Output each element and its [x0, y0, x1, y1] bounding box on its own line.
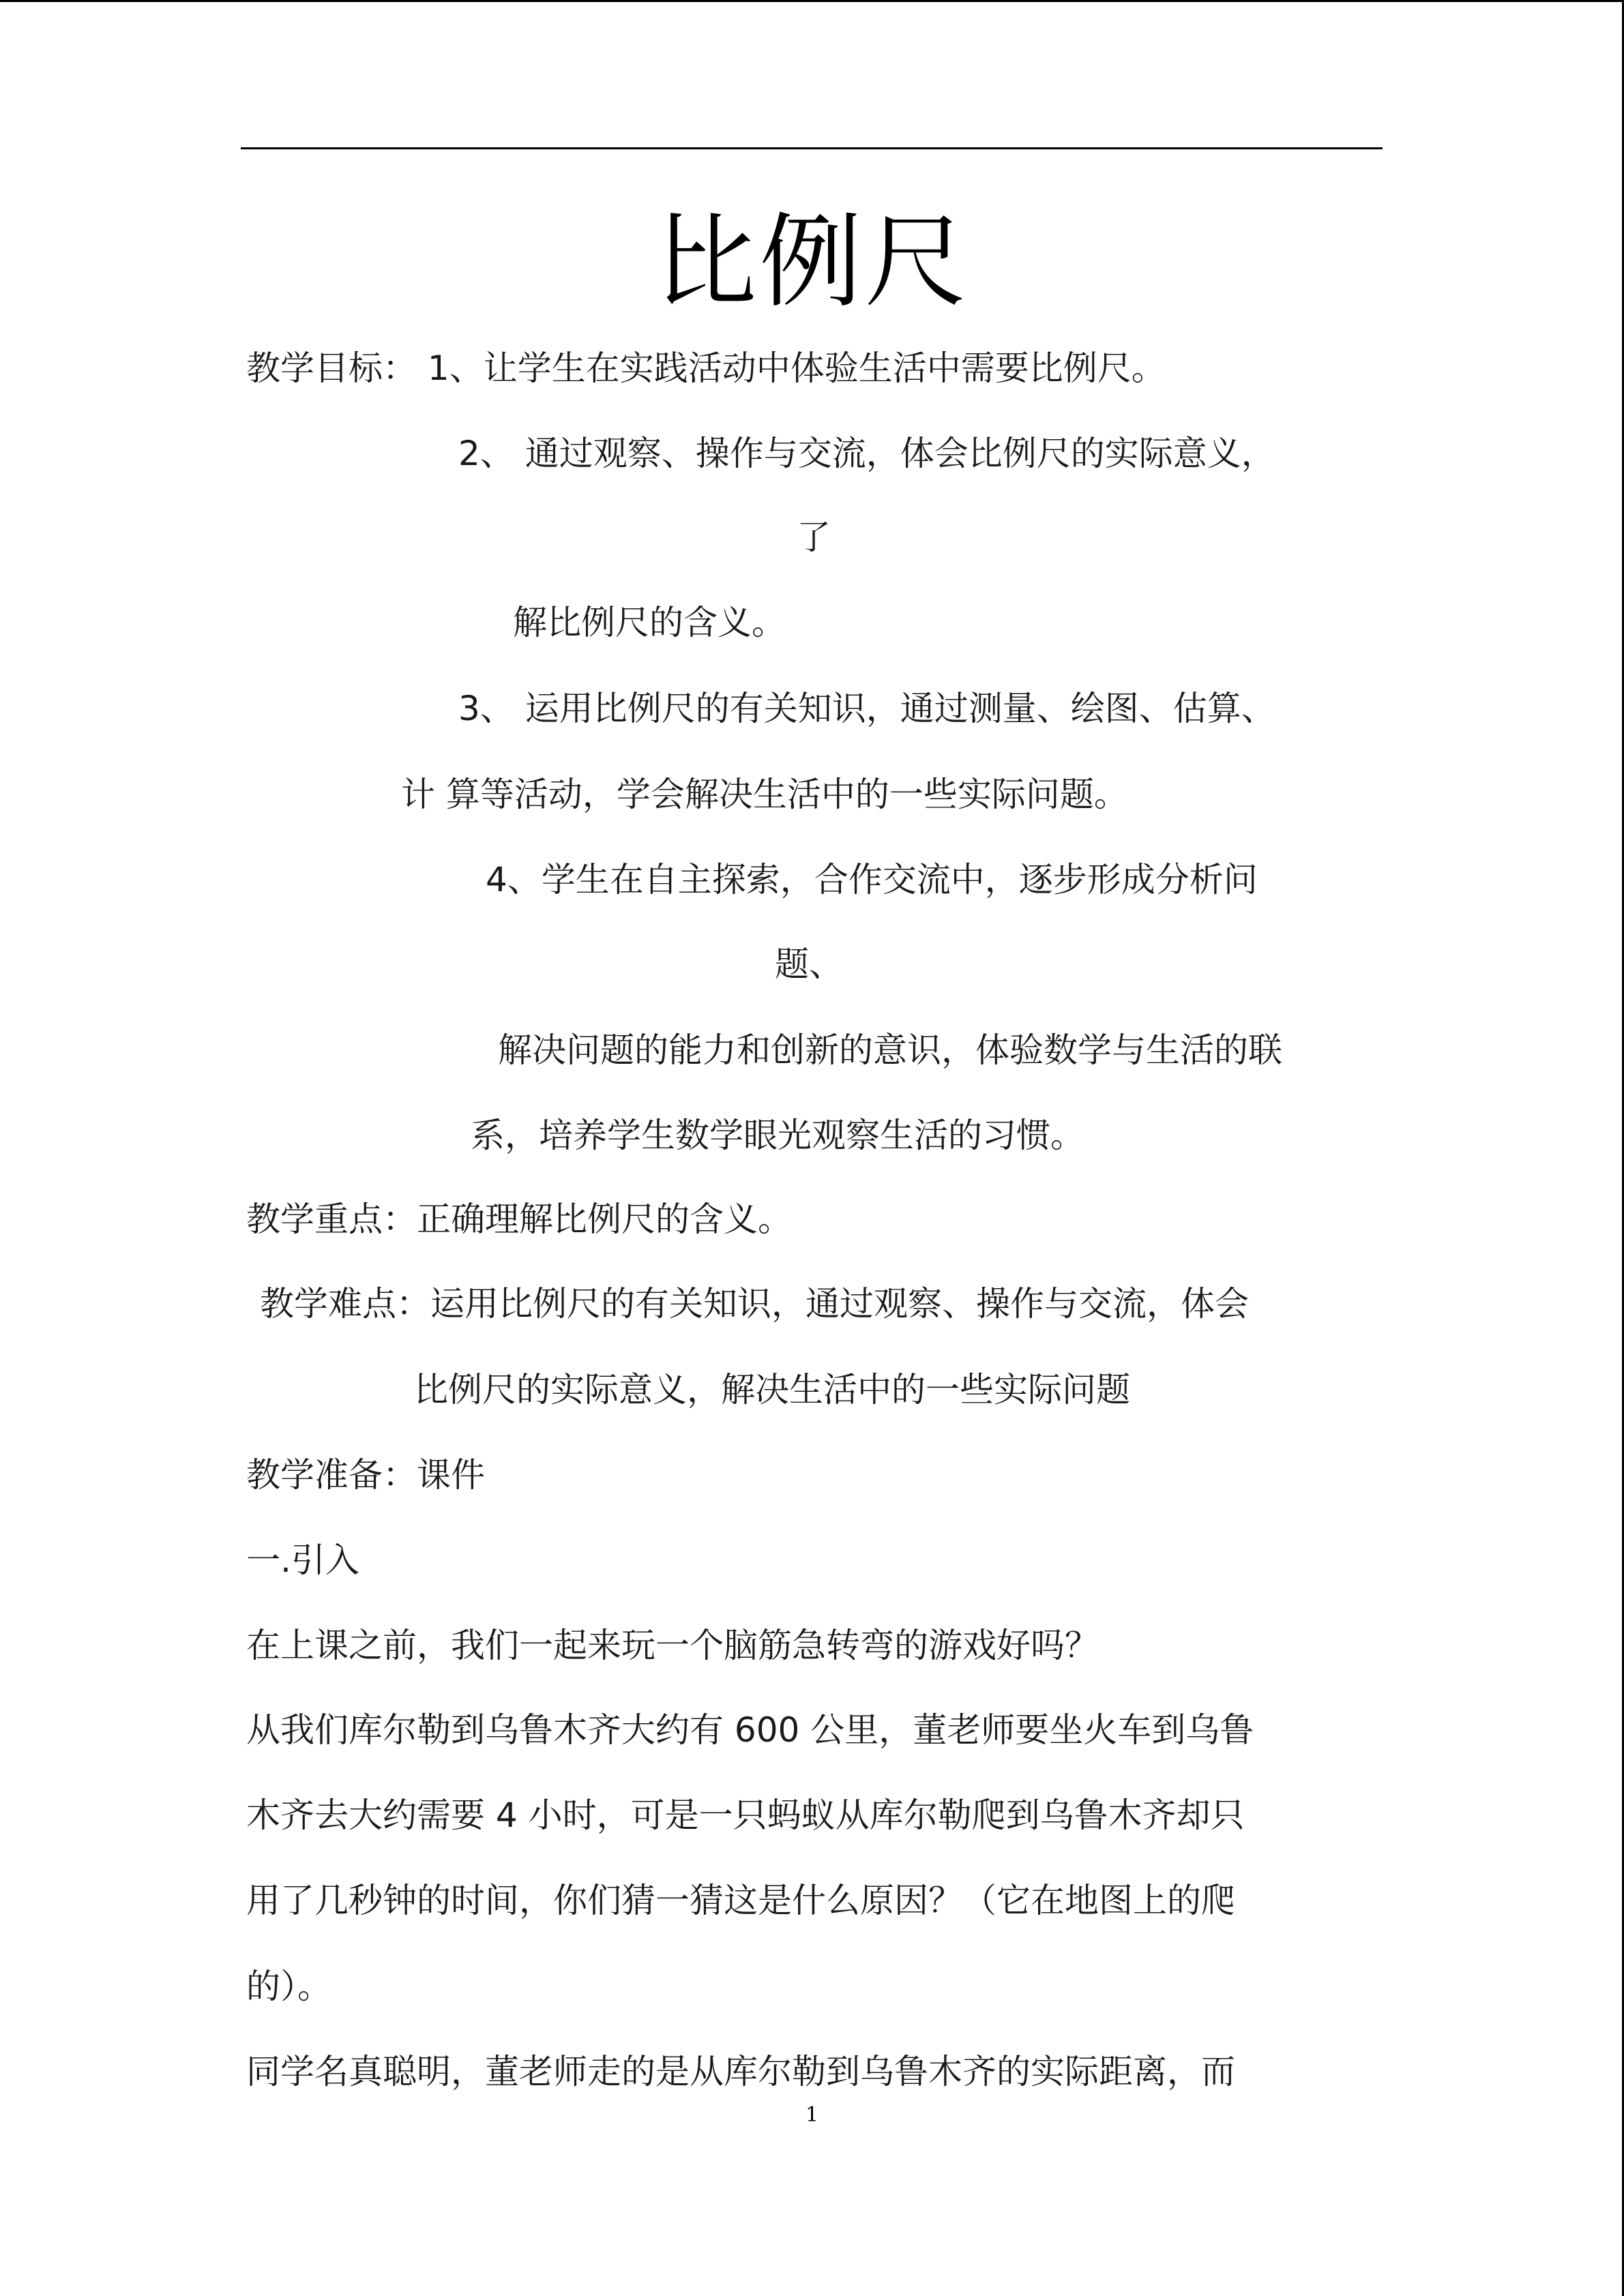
page-number: 1	[805, 2103, 819, 2127]
objective-line-2-wrap: 了	[797, 518, 831, 557]
objective-line-4-wrap: 题、	[775, 944, 843, 984]
header-rule	[241, 147, 1383, 149]
body-line-3: 木齐去大约需要 4 小时，可是一只蚂蚁从库尔勒爬到乌鲁木齐却只	[246, 1795, 1245, 1835]
page-border-top	[0, 0, 1624, 2]
document-title: 比例尺	[654, 203, 970, 322]
body-line-6: 同学名真聪明，董老师走的是从库尔勒到乌鲁木齐的实际距离，而	[246, 2052, 1235, 2091]
objective-line-4: 4、学生在自主探索，合作交流中，逐步形成分析问	[486, 860, 1258, 899]
body-line-2: 从我们库尔勒到乌鲁木齐大约有 600 公里，董老师要坐火车到乌鲁	[246, 1710, 1254, 1750]
body-line-5: 的）。	[246, 1967, 331, 2006]
objective-line-2-cont: 解比例尺的含义。	[513, 603, 786, 642]
preparation-line: 教学准备：课件	[246, 1455, 485, 1495]
objective-line-4-end: 系，培养学生数学眼光观察生活的习惯。	[471, 1116, 1084, 1155]
objective-line-3: 3、 运用比例尺的有关知识，通过测量、绘图、估算、	[458, 689, 1275, 728]
objective-line-3-cont: 计 算等活动，学会解决生活中的一些实际问题。	[401, 775, 1128, 814]
body-line-1: 在上课之前，我们一起来玩一个脑筋急转弯的游戏好吗？	[246, 1626, 1099, 1665]
key-point-line: 教学重点：正确理解比例尺的含义。	[246, 1199, 792, 1239]
objective-line-2: 2、 通过观察、操作与交流，体会比例尺的实际意义，	[458, 434, 1275, 473]
difficulty-line: 教学难点：运用比例尺的有关知识，通过观察、操作与交流，体会	[260, 1284, 1249, 1324]
objective-line-4-cont: 解决问题的能力和创新的意识，体验数学与生活的联	[498, 1030, 1282, 1070]
body-line-4: 用了几秒钟的时间，你们猜一猜这是什么原因？（它在地图上的爬	[246, 1881, 1235, 1920]
section-heading-intro: 一.引入	[246, 1540, 359, 1580]
objective-line-1: 教学目标： 1、让学生在实践活动中体验生活中需要比例尺。	[246, 348, 1166, 388]
difficulty-line-cont: 比例尺的实际意义，解决生活中的一些实际问题	[414, 1370, 1130, 1410]
